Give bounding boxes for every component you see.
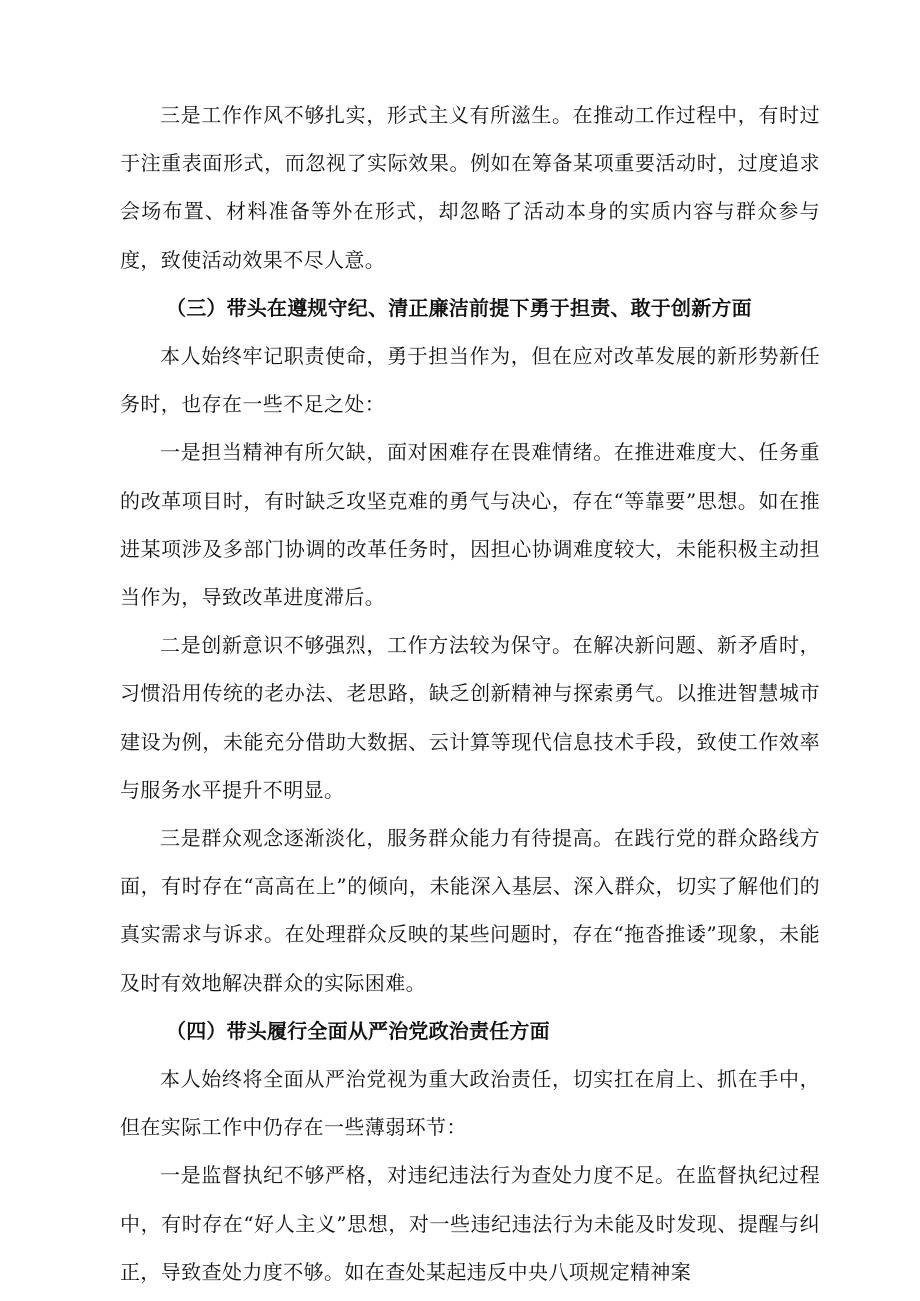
document-body [120,91,820,1296]
paragraph-intro-three: 本人始终牢记职责使命，勇于担当作为，但在应对改革发展的新形势新任务时，也存在一些不足之处： [120,344,820,417]
paragraph-mass-line: 三是群众观念逐渐淡化，服务群众能力有待提高。在践行党的群众路线方面，有时存在“高高在上”的倾向，未能深入基层、深入群众，切实了解他们的真实需求与诉求。在处理群众反映的某些问题时，存在“拖沓推诿”现象，未能及时有效地解决群众的实际困难。 [120,826,820,995]
paragraph-responsibility: 一是担当精神有所欠缺，面对困难存在畏难情绪。在推进难度大、任务重的改革项目时，有时缺乏攻坚克难的勇气与决心，存在“等靠要”思想。如在推进某项涉及多部门协调的改革任务时，因担心协调难度较大，未能积极主动担当作为，导致改革进度滞后。 [120,440,820,610]
paragraph-work-style: 三是工作作风不够扎实，形式主义有所滋生。在推动工作过程中，有时过于注重表面形式，而忽视了实际效果。例如在筹备某项重要活动时，过度追求会场布置、材料准备等外在形式，却忽略了活动本身的实质内容与群众参与度，致使活动效果不尽人意。 [120,103,820,272]
section-heading-three: （三）带头在遵规守纪、清正廉洁前提下勇于担责、敢于创新方面 [166,295,752,320]
paragraph-supervision: 一是监督执纪不够严格，对违纪违法行为查处力度不足。在监督执纪过程中，有时存在“好人主义”思想，对一些违纪违法行为未能及时发现、提醒与纠正，导致查处力度不够。如在查处某起违反中央八项规定精神案 [120,1163,820,1284]
paragraph-innovation: 二是创新意识不够强烈，工作方法较为保守。在解决新问题、新矛盾时，习惯沿用传统的老办法、老思路，缺乏创新精神与探索勇气。以推进智慧城市建设为例，未能充分借助大数据、云计算等现代信息技术手段，致使工作效率与服务水平提升不明显。 [120,633,820,802]
section-heading-four: （四）带头履行全面从严治党政治责任方面 [166,1018,550,1043]
paragraph-intro-four: 本人始终将全面从严治党视为重大政治责任，切实扛在肩上、抓在手中，但在实际工作中仍存在一些薄弱环节： [120,1067,820,1140]
